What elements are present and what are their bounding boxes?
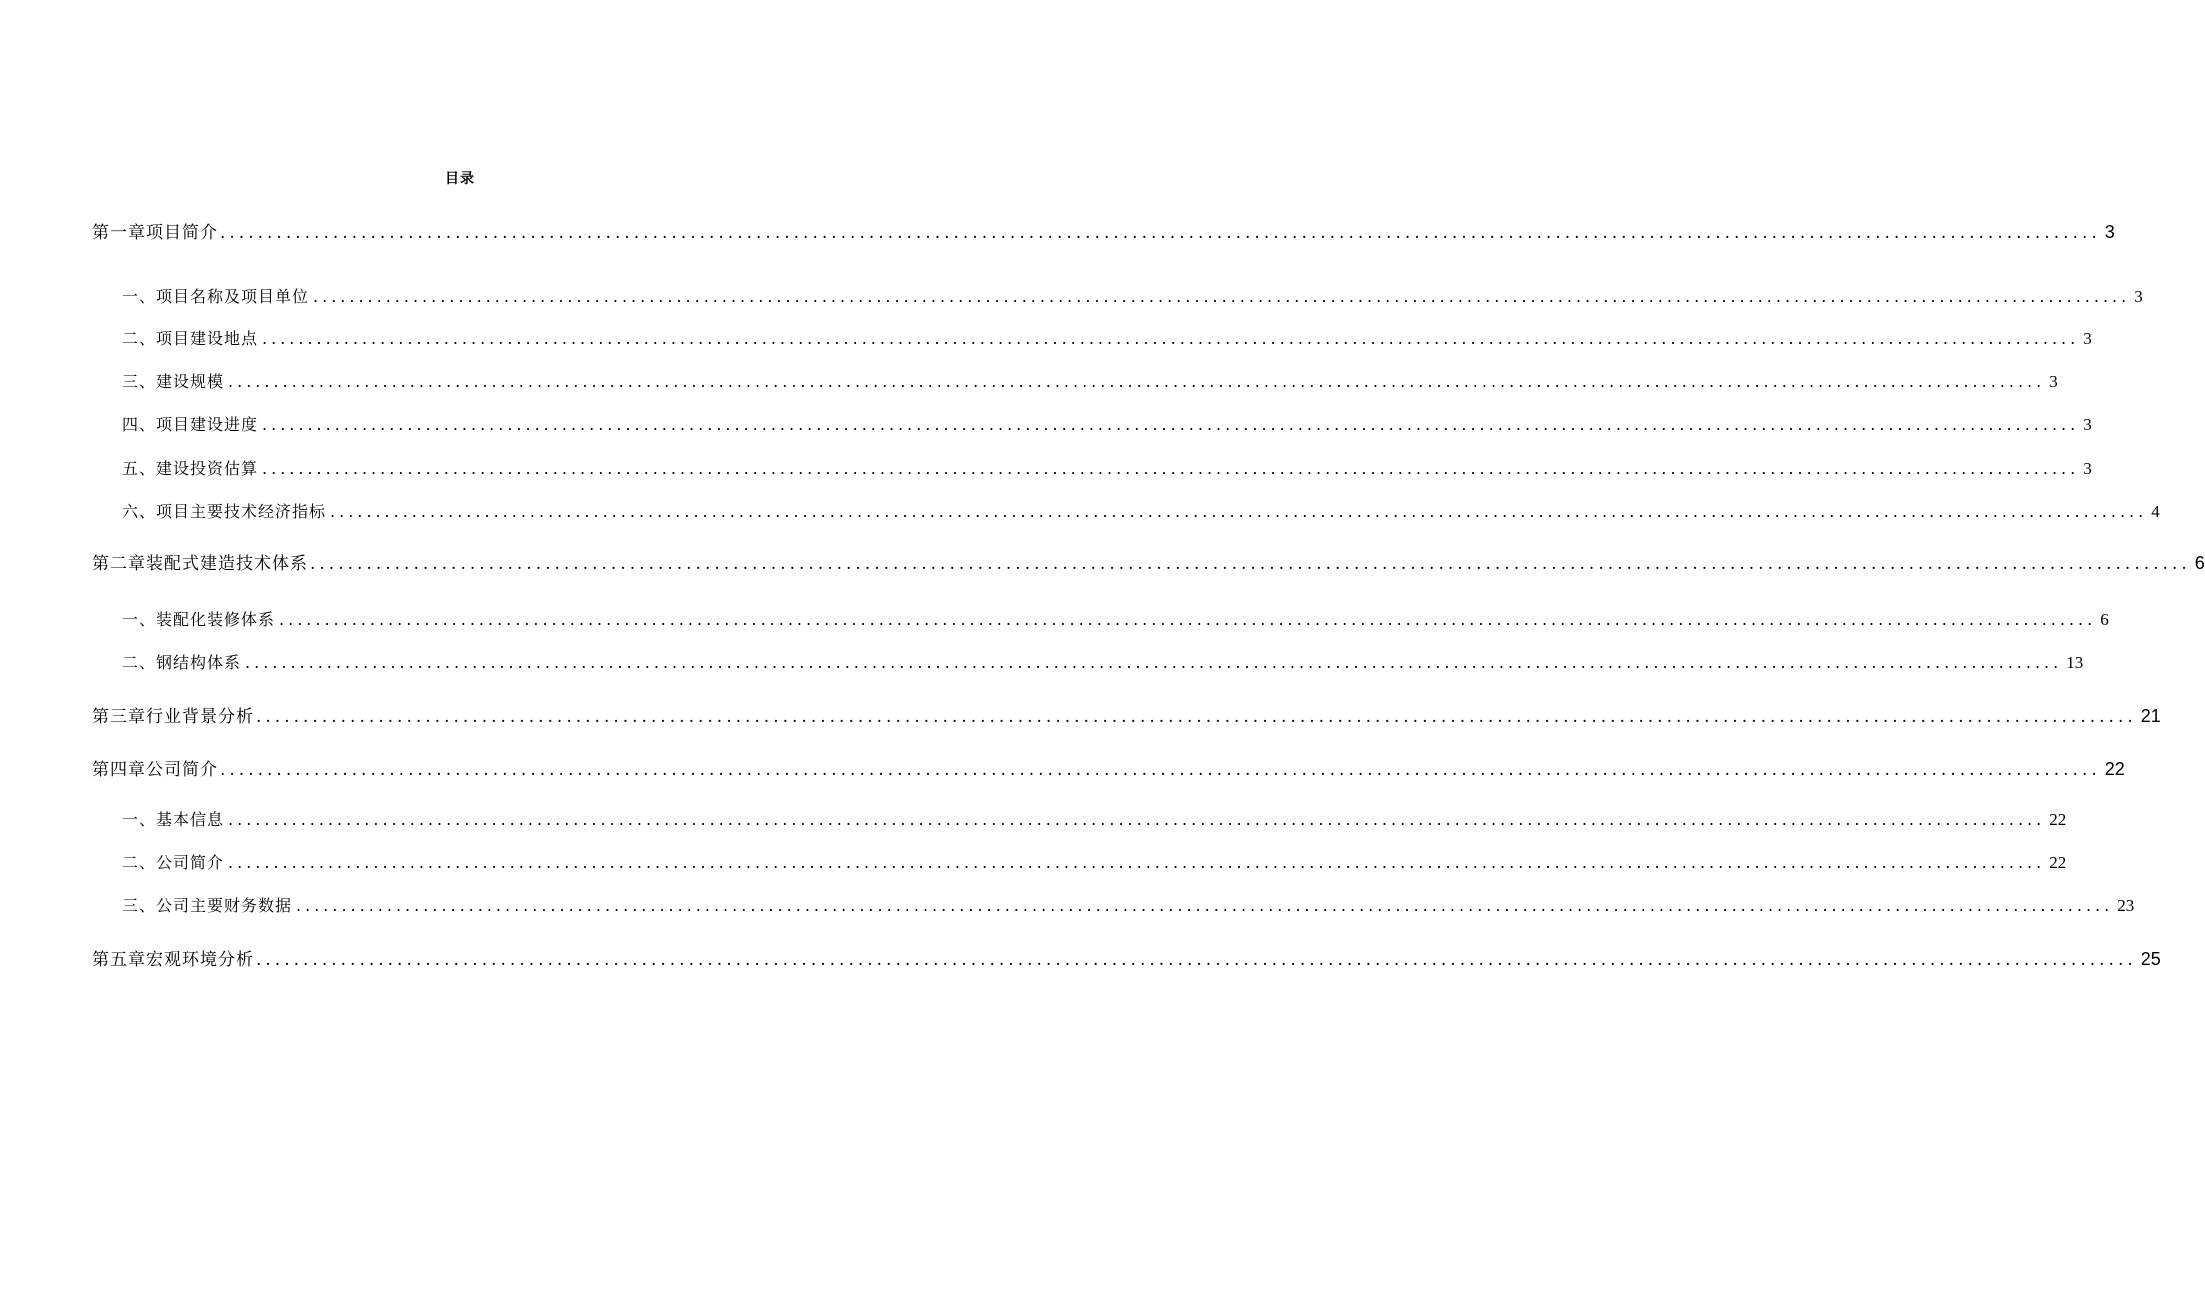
toc-dot-leader: ........................................................................................................................................................................................................ <box>310 554 2191 574</box>
toc-page-number: 22 <box>2049 853 2067 872</box>
toc-entry-section[interactable] <box>122 499 2160 525</box>
toc-entry-label: 四、项目建设进度 <box>122 415 259 434</box>
toc-entry-section[interactable] <box>122 326 2092 352</box>
toc-page-number: 22 <box>2049 810 2067 829</box>
toc-entry-section[interactable] <box>122 607 2109 633</box>
toc-entry-label: 二、项目建设地点 <box>122 329 259 348</box>
toc-entry-label: 二、公司简介 <box>122 853 225 872</box>
toc-title: 目录 <box>445 171 475 187</box>
toc-entry-section[interactable] <box>122 807 2067 833</box>
toc-page-number: 3 <box>2083 459 2092 478</box>
toc-page-number: 25 <box>2140 949 2161 969</box>
toc-entry-label: 六、项目主要技术经济指标 <box>122 502 327 521</box>
toc-page-number: 3 <box>2083 329 2092 348</box>
toc-dot-leader: ........................................................................................................................................................................................................ <box>279 610 2097 629</box>
toc-entry-label: 一、装配化装修体系 <box>122 610 276 629</box>
toc-entry-chapter-1[interactable] <box>92 219 2115 245</box>
toc-entry-section[interactable] <box>122 456 2092 482</box>
toc-entry-chapter-4[interactable] <box>92 756 2125 782</box>
toc-page-number: 3 <box>2104 222 2115 242</box>
toc-dot-leader: ........................................................................................................................................................................................................ <box>330 502 2148 521</box>
toc-entry-label: 第三章行业背景分析 <box>92 707 254 727</box>
toc-dot-leader: ........................................................................................................................................................................................................ <box>228 810 2046 829</box>
toc-dot-leader: ........................................................................................................................................................................................................ <box>313 287 2131 306</box>
toc-page-number: 3 <box>2083 415 2092 434</box>
toc-page-number: 3 <box>2134 287 2143 306</box>
toc-dot-leader: ........................................................................................................................................................................................................ <box>296 896 2114 915</box>
toc-entry-label: 五、建设投资估算 <box>122 459 259 478</box>
toc-entry-label: 第二章装配式建造技术体系 <box>92 554 308 574</box>
toc-dot-leader: ........................................................................................................................................................................................................ <box>245 653 2063 672</box>
toc-dot-leader: ........................................................................................................................................................................................................ <box>262 459 2080 478</box>
toc-entry-chapter-5[interactable] <box>92 946 2161 972</box>
toc-entry-label: 二、钢结构体系 <box>122 653 242 672</box>
toc-page-number: 23 <box>2117 896 2135 915</box>
toc-dot-leader: ........................................................................................................................................................................................................ <box>256 707 2137 727</box>
toc-dot-leader: ........................................................................................................................................................................................................ <box>228 853 2046 872</box>
toc-entry-label: 一、基本信息 <box>122 810 225 829</box>
toc-entry-section[interactable] <box>122 284 2143 310</box>
toc-dot-leader: ........................................................................................................................................................................................................ <box>228 372 2046 391</box>
toc-page-number: 21 <box>2140 706 2161 726</box>
toc-entry-label: 第一章项目简介 <box>92 223 218 243</box>
toc-entry-section[interactable] <box>122 850 2067 876</box>
toc-dot-leader: ........................................................................................................................................................................................................ <box>262 329 2080 348</box>
toc-entry-section[interactable] <box>122 369 2058 395</box>
toc-entry-section[interactable] <box>122 412 2092 438</box>
toc-entry-section[interactable] <box>122 893 2135 919</box>
toc-entry-label: 三、建设规模 <box>122 372 225 391</box>
toc-entry-section[interactable] <box>122 650 2084 676</box>
toc-entry-chapter-2[interactable] <box>92 550 2205 576</box>
toc-entry-label: 三、公司主要财务数据 <box>122 896 293 915</box>
toc-page-number: 3 <box>2049 372 2058 391</box>
toc-dot-leader: ........................................................................................................................................................................................................ <box>262 415 2080 434</box>
toc-page-number: 13 <box>2066 653 2084 672</box>
toc-page-number: 6 <box>2194 553 2205 573</box>
toc-dot-leader: ........................................................................................................................................................................................................ <box>220 760 2101 780</box>
toc-page-number: 22 <box>2104 759 2125 779</box>
toc-page-number: 4 <box>2151 502 2160 521</box>
toc-entry-label: 第五章宏观环境分析 <box>92 950 254 970</box>
toc-entry-chapter-3[interactable] <box>92 703 2161 729</box>
toc-dot-leader: ........................................................................................................................................................................................................ <box>220 223 2101 243</box>
toc-dot-leader: ........................................................................................................................................................................................................ <box>256 950 2137 970</box>
toc-page-number: 6 <box>2100 610 2109 629</box>
toc-entry-label: 第四章公司简介 <box>92 760 218 780</box>
toc-entry-label: 一、项目名称及项目单位 <box>122 287 310 306</box>
